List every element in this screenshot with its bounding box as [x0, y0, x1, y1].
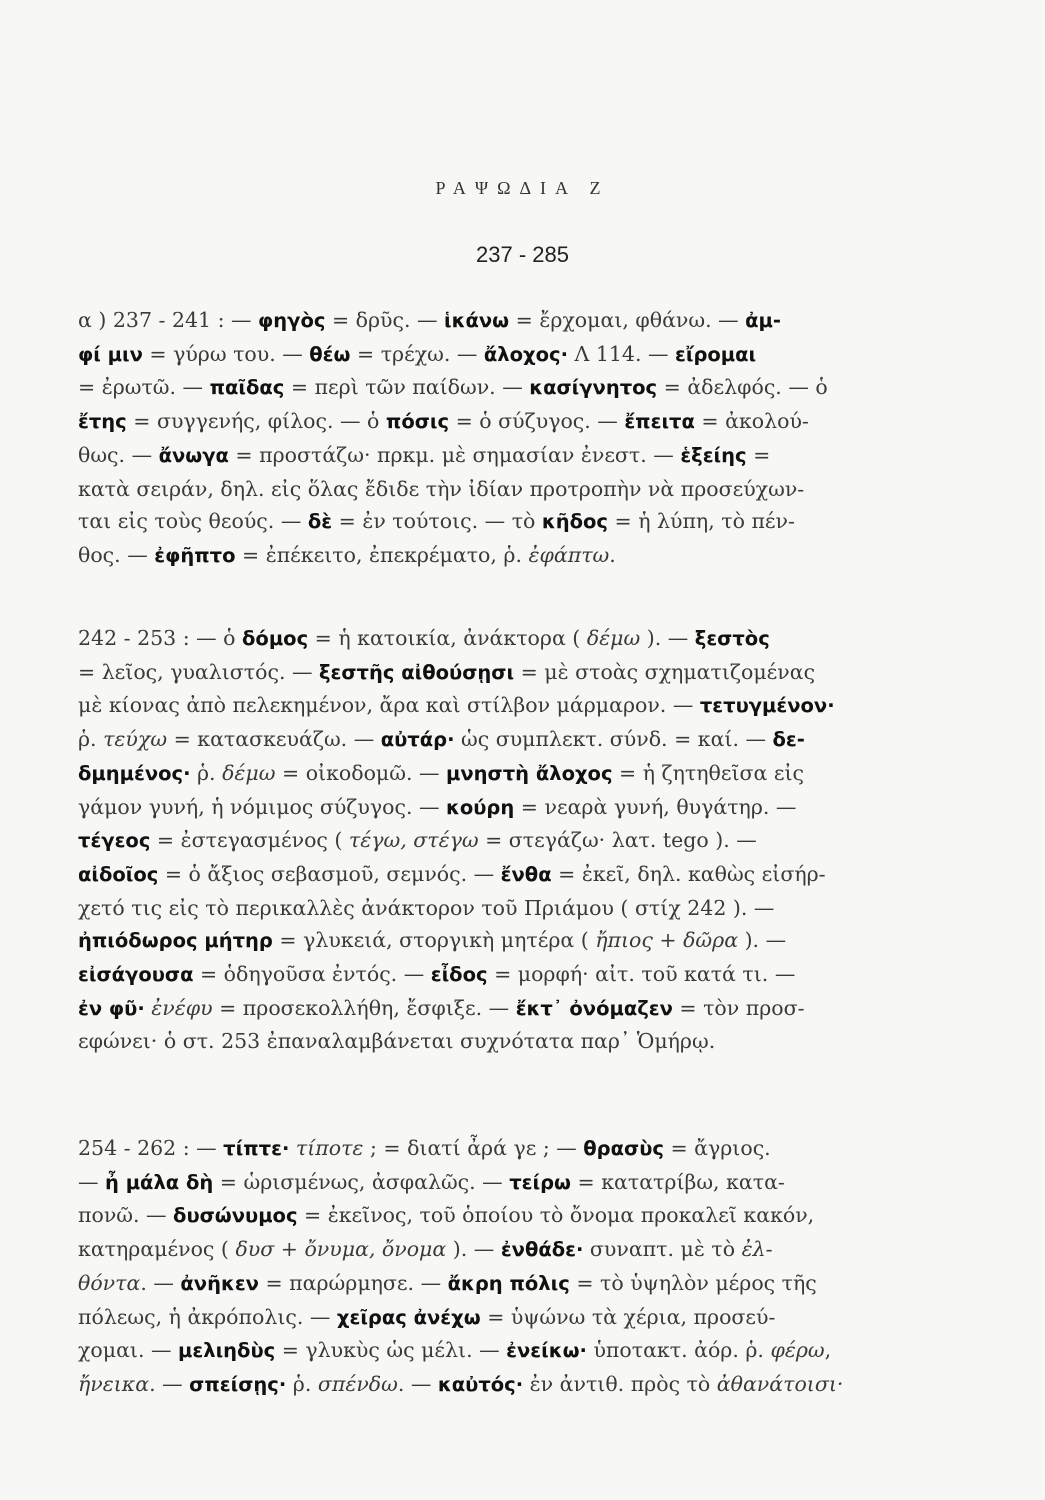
gloss-text: κατηραμένος ( — [78, 1237, 236, 1262]
gloss-text: = ὑψώνω τὰ χέρια, προσεύ- — [480, 1304, 776, 1329]
headword: δμημένος· — [78, 761, 191, 785]
italic-term: ἤπιος + δῶρα — [595, 928, 739, 953]
text-line — [78, 505, 898, 539]
gloss-text: = γλυκειά, στοργικὴ μητέρα ( — [272, 928, 596, 953]
italic-term: δυσ + ὄνυμα, ὄνομα — [235, 1237, 447, 1262]
gloss-text: = ἐρωτῶ. — — [78, 375, 210, 400]
italic-term: δέμω — [222, 760, 276, 785]
gloss-text: ). — — [640, 626, 695, 650]
gloss-text: = ἐπέκειτο, ἐπεκρέματο, ῥ. — [235, 542, 529, 567]
gloss-text: = κατασκευάζω. — — [167, 727, 381, 752]
headword: τετυγμένον· — [699, 694, 835, 718]
gloss-text: = ὁδηγοῦσα ἐντός. — — [193, 962, 431, 987]
headword: θέω — [309, 342, 351, 366]
gloss-text: = ἀδελφός. — ὁ — [657, 375, 828, 400]
text-line — [78, 405, 898, 439]
italic-term: δέμω — [586, 626, 641, 650]
headword: ἠπιόδωρος μήτηρ — [78, 929, 273, 953]
gloss-text: ). — — [446, 1237, 501, 1262]
gloss-text: = τὸν προσ- — [672, 995, 805, 1020]
gloss-text: . — — [397, 1371, 438, 1396]
text-line — [78, 1166, 898, 1200]
headword: πόσις — [385, 410, 450, 434]
gloss-text: = προστάζω· πρκμ. μὲ σημασίαν ἐνεστ. — — [228, 442, 681, 467]
italic-term: ἐνέφυ — [151, 995, 213, 1020]
gloss-text: = ἐστεγασμένος ( — [150, 828, 349, 853]
text-line — [78, 304, 898, 338]
gloss-text: = ἔρχομαι, φθάνω. — — [509, 308, 746, 332]
commentary-paragraph — [78, 622, 898, 1058]
headword: παῖδας — [209, 376, 285, 400]
headword: τείρω — [509, 1170, 571, 1194]
gloss-text: 254 - 262 : — — [78, 1136, 224, 1160]
text-line — [78, 1025, 898, 1058]
gloss-text: = τρέχω. — — [350, 341, 484, 366]
headword: ἔνθα — [500, 862, 552, 886]
headword: τέγεος — [78, 829, 151, 853]
text-line — [78, 1301, 898, 1335]
gloss-text: ). — — [738, 928, 787, 953]
text-line — [78, 622, 898, 656]
text-line — [78, 858, 898, 892]
gloss-text: ῥ. — [190, 760, 223, 785]
headword: φί μιν — [78, 342, 143, 366]
italic-term: τεύχω — [103, 727, 168, 752]
text-line — [78, 1334, 898, 1368]
headword: μνηστὴ ἄλοχος — [446, 761, 613, 785]
gloss-text: συναπτ. μὲ τὸ — [583, 1237, 742, 1262]
gloss-text: = προσεκολλήθη, ἔσφιξε. — — [212, 995, 516, 1020]
gloss-text: = — [746, 442, 771, 467]
italic-term: φέρω — [770, 1338, 825, 1363]
headword: κασίγνητος — [529, 376, 658, 400]
gloss-text: = ἐν τούτοις. — τὸ — [332, 509, 542, 534]
text-line — [78, 992, 898, 1026]
text-line — [78, 539, 898, 573]
italic-term: σπένδω — [317, 1371, 398, 1396]
gloss-text: = περὶ τῶν παίδων. — — [284, 375, 530, 400]
gloss-text: = κατατρίβω, κατα- — [571, 1169, 785, 1194]
gloss-text: 242 - 253 : — ὁ — [78, 626, 243, 650]
commentary-paragraph — [78, 1132, 898, 1402]
gloss-text: ῥ. — [286, 1371, 318, 1396]
italic-term: θόντα — [78, 1270, 141, 1295]
gloss-text: = ὁ σύζυγος. — — [449, 409, 625, 434]
gloss-text: = νεαρὰ γυνή, θυγάτηρ. — — [514, 794, 797, 819]
headword: χεῖρας ἀνέχω — [336, 1305, 481, 1329]
gloss-text: ἐν ἀντιθ. πρὸς τὸ — [523, 1371, 717, 1396]
headword: δε- — [772, 728, 805, 752]
gloss-text: πονῶ. — — [78, 1203, 174, 1228]
gloss-text: μὲ κίονας ἀπὸ πελεκημένον, ἄρα καὶ στίλβον μάρμαρον. — — [78, 693, 700, 718]
headword: ἄνωγα — [158, 443, 229, 467]
headword: κῆδος — [541, 510, 608, 534]
headword: εἰσάγουσα — [78, 963, 194, 987]
headword: καὐτός· — [437, 1372, 524, 1396]
headword: ἑξείης — [680, 443, 747, 467]
gloss-text: = ἄγριος. — [663, 1136, 771, 1160]
headword: θρασὺς — [583, 1137, 664, 1160]
text-line — [78, 338, 898, 372]
gloss-text: . — — [149, 1371, 190, 1396]
italic-term: τίποτε — [295, 1136, 364, 1160]
gloss-text: = ἡ λύπη, τὸ πέν- — [608, 509, 795, 534]
headword: ἔτης — [78, 410, 127, 434]
gloss-text: = λεῖος, γυαλιστός. — — [78, 659, 319, 684]
gloss-text: = γύρω του. — — [142, 341, 310, 366]
text-line — [78, 473, 898, 506]
text-line — [78, 757, 898, 791]
gloss-text: θος. — — [78, 542, 155, 567]
italic-term: ἤνεικα — [78, 1371, 150, 1396]
gloss-text: = παρώρμησε. — — [258, 1270, 448, 1295]
text-line — [78, 958, 898, 992]
italic-term: τέγω, στέγω — [348, 828, 479, 853]
headword: ἔκτ᾽ ὀνόμαζεν — [515, 996, 673, 1020]
commentary-paragraph — [78, 304, 898, 573]
text-line — [78, 824, 898, 858]
headword: αὐτάρ· — [380, 728, 455, 752]
gloss-text: = ἡ ζητηθεῖσα εἰς — [612, 760, 805, 785]
text-line — [78, 689, 898, 723]
gloss-text: = ὡρισμένως, ἀσφαλῶς. — — [213, 1169, 510, 1194]
headword: ἀμ- — [745, 309, 781, 332]
italic-term: ἐλ- — [741, 1237, 773, 1262]
gloss-text: ; = διατί ἆρά γε ; — — [363, 1136, 584, 1160]
text-line — [78, 1267, 898, 1301]
headword: ἦ μάλα δὴ — [105, 1170, 214, 1194]
text-line — [78, 892, 898, 925]
gloss-text: = δρῦς. — — [325, 308, 445, 332]
italic-term: ἐφάπτω — [528, 542, 610, 567]
text-line — [78, 1199, 898, 1233]
headword: ἐφῆπτο — [154, 543, 236, 567]
headword: δυσώνυμος — [173, 1204, 298, 1228]
gloss-text: θως. — — [78, 442, 159, 467]
gloss-text: ῥ. — [78, 727, 104, 752]
text-line — [78, 656, 898, 690]
gloss-text: = γλυκὺς ὡς μέλι. — — [275, 1338, 507, 1363]
headword: εἴρομαι — [675, 342, 757, 366]
headword: ἐν φῦ· — [78, 996, 145, 1020]
gloss-text: = τὸ ὑψηλὸν μέρος τῆς — [569, 1270, 817, 1295]
gloss-text: ὡς συμπλεκτ. σύνδ. = καί. — — [454, 727, 773, 752]
headword: ἐνθάδε· — [500, 1238, 584, 1262]
gloss-text: = συγγενής, φίλος. — ὁ — [126, 409, 386, 434]
gloss-text: . — — [140, 1270, 181, 1295]
text-line — [78, 1132, 898, 1166]
headword: ξεστῆς αἰθούσῃσι — [319, 660, 515, 684]
headword: σπείσῃς· — [189, 1372, 287, 1396]
gloss-text: = ἐκεῖ, δηλ. καθὼς εἰσήρ- — [551, 861, 826, 886]
gloss-text: πόλεως, ἡ ἀκρόπολις. — — [78, 1304, 337, 1329]
gloss-text: = μὲ στοὰς σχηματιζομένας — [514, 659, 816, 684]
headword: δὲ — [307, 510, 333, 534]
headword: ἀνῆκεν — [180, 1271, 259, 1295]
gloss-text: = ἀκολού- — [694, 409, 809, 434]
gloss-text: κατὰ σειράν, δηλ. εἰς ὅλας ἔδιδε τὴν ἰδίαν προτροπὴν νὰ προσεύχων- — [78, 476, 805, 501]
gloss-text: = ὁ ἄξιος σεβασμοῦ, σεμνός. — — [158, 861, 501, 886]
rhapsody-title: ΡΑΨΩΔΙΑ Ζ — [435, 178, 610, 198]
gloss-text: = στεγάζω· λατ. tego ). — — [478, 828, 757, 853]
text-line — [78, 791, 898, 825]
text-line — [78, 1233, 898, 1267]
gloss-text: — — [78, 1169, 106, 1194]
headword: ἄλοχος· — [483, 342, 568, 366]
gloss-text: , — [824, 1338, 832, 1363]
gloss-text: ται εἰς τοὺς θεούς. — — [78, 509, 308, 534]
gloss-text: . — [609, 542, 616, 567]
italic-term: ἀθανάτοισι· — [716, 1371, 844, 1396]
gloss-text: = ἐκεῖνος, τοῦ ὁποίου τὸ ὄνομα προκαλεῖ κακόν, — [297, 1203, 815, 1228]
text-line — [78, 371, 898, 405]
gloss-text: α ) 237 - 241 : — — [78, 308, 259, 332]
headword: δόμος — [242, 627, 309, 650]
gloss-text: = οἰκοδομῶ. — — [275, 760, 447, 785]
gloss-text: χετό τις εἰς τὸ περικαλλὲς ἀνάκτορον τοῦ Πριάμου ( στίχ 242 ). — — [78, 895, 775, 920]
gloss-text: ὑποτακτ. ἀόρ. ῥ. — [586, 1338, 771, 1363]
verse-range: 237 - 285 — [476, 242, 569, 267]
headword: κούρη — [446, 795, 515, 819]
text-line — [78, 1368, 898, 1402]
gloss-text: γάμον γυνή, ἡ νόμιμος σύζυγος. — — [78, 794, 447, 819]
headword: ἱκάνω — [444, 309, 510, 332]
headword: τίπτε· — [223, 1137, 290, 1160]
gloss-text: Λ 114. — — [567, 341, 675, 366]
text-line — [78, 439, 898, 473]
headword: εἶδος — [430, 963, 488, 987]
gloss-text: = μορφή· αἰτ. τοῦ κατά τι. — — [487, 962, 796, 987]
headword: μελιηδὺς — [178, 1339, 276, 1363]
gloss-text: = ἡ κατοικία, ἀνάκτορα ( — [308, 626, 587, 650]
gloss-text: εφώνει· ὁ στ. 253 ἐπαναλαμβάνεται συχνότατα παρ᾽ Ὁμήρῳ. — [78, 1029, 716, 1054]
headword: αἰδοῖος — [78, 862, 159, 886]
text-line — [78, 723, 898, 757]
gloss-text: χομαι. — — [78, 1338, 179, 1363]
headword: ἔπειτα — [624, 410, 695, 434]
headword: φηγὸς — [258, 309, 326, 332]
headword: ἐνείκω· — [506, 1339, 587, 1363]
headword: ξεστὸς — [694, 627, 770, 650]
text-line — [78, 924, 898, 958]
headword: ἄκρη πόλις — [447, 1271, 570, 1295]
